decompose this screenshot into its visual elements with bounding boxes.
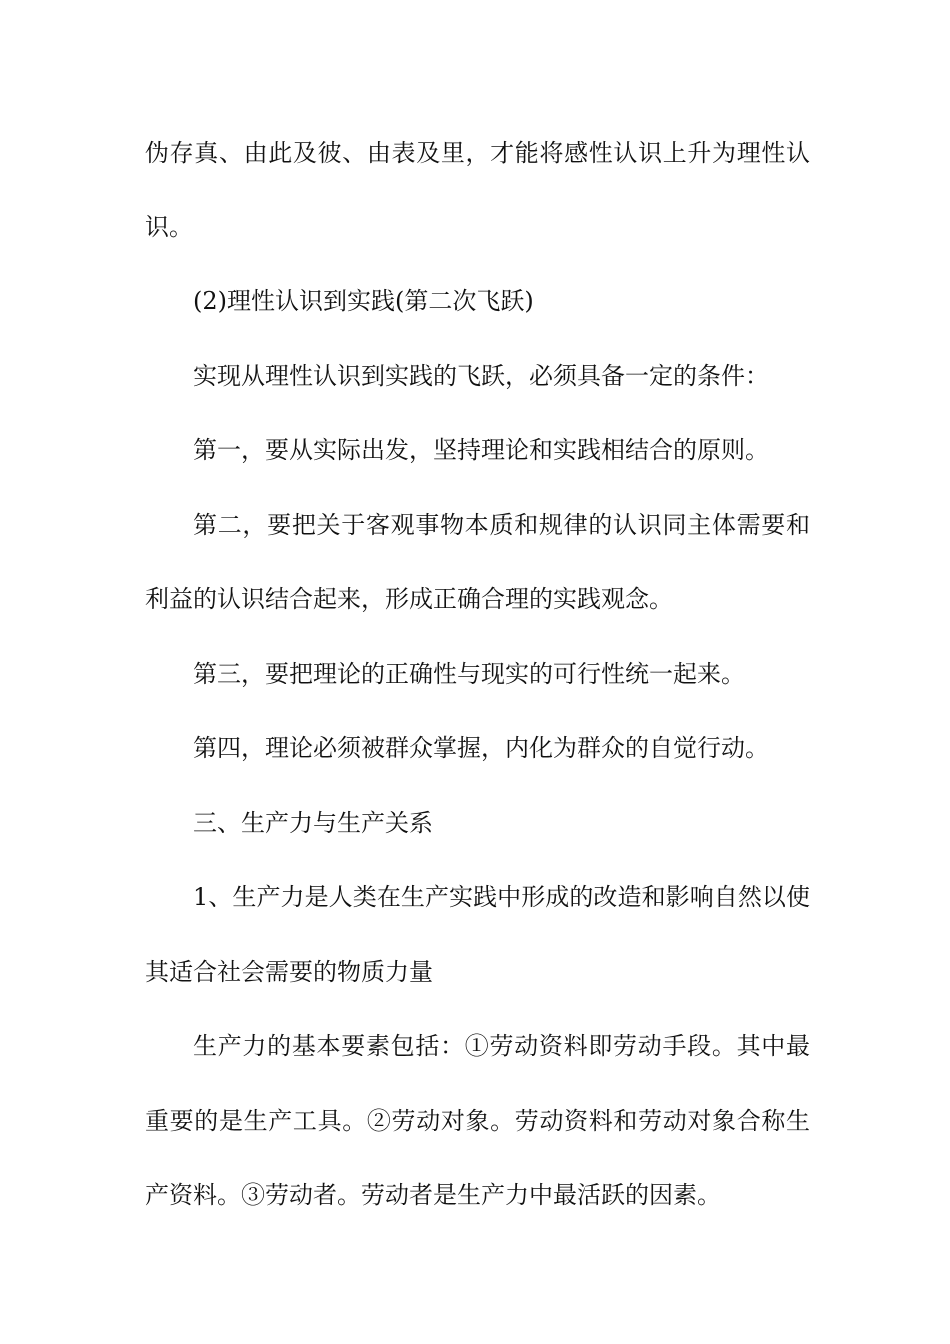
text-line: 伪存真、由此及彼、由表及里，才能将感性认识上升为理性认 (145, 139, 810, 167)
list-item: 第二，要把关于客观事物本质和规律的认识同主体需要和 (193, 511, 810, 539)
text-line: 利益的认识结合起来，形成正确合理的实践观念。 (145, 585, 673, 613)
text-line: 产资料。③劳动者。劳动者是生产力中最活跃的因素。 (145, 1181, 721, 1209)
text-line: 识。 (145, 213, 193, 241)
text-line: 重要的是生产工具。②劳动对象。劳动资料和劳动对象合称生 (145, 1107, 810, 1135)
text-line: 实现从理性认识到实践的飞跃，必须具备一定的条件： (193, 362, 769, 390)
text-line: 1、生产力是人类在生产实践中形成的改造和影响自然以使 (193, 883, 810, 911)
list-item: 第三，要把理论的正确性与现实的可行性统一起来。 (193, 660, 745, 688)
section-heading: (2)理性认识到实践(第二次飞跃) (193, 287, 534, 315)
text-line: 其适合社会需要的物质力量 (145, 958, 433, 986)
list-item: 第四，理论必须被群众掌握，内化为群众的自觉行动。 (193, 734, 769, 762)
section-heading: 三、生产力与生产关系 (193, 809, 433, 837)
text-line: 生产力的基本要素包括：①劳动资料即劳动手段。其中最 (193, 1032, 810, 1060)
list-item: 第一，要从实际出发，坚持理论和实践相结合的原则。 (193, 436, 769, 464)
